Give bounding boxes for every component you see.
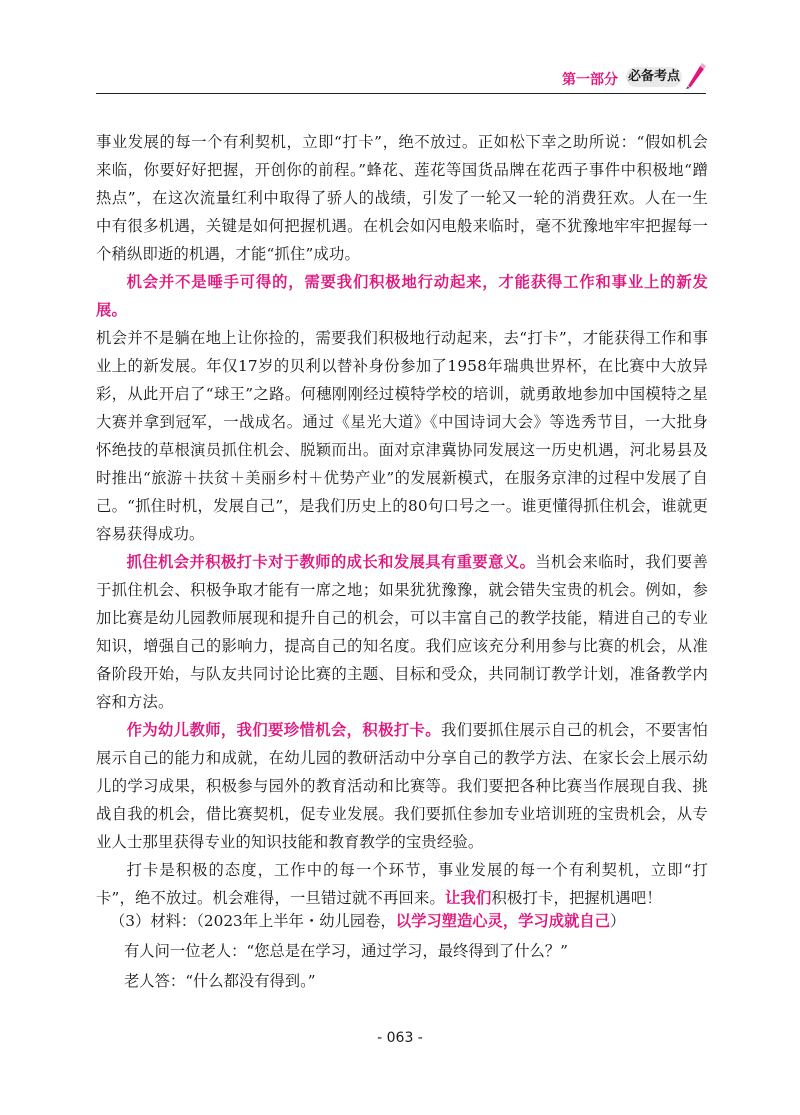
paragraph-text: 我们要抓住展示自己的机会，不要害怕展示自己的能力和成就，在幼儿园的教研活动中分享自己的教学方法、在家长会上展示幼儿的学习成果，积极参与园外的教育活动和比赛等。我们要把各种比赛当作展现自我、挑战自我的机会，借比赛契机，促专业发展。我们要抓住参加专业培训班的宝贵机会，从专业人士那里获得专业的知识技能和教育教学的宝贵经验。: [96, 721, 708, 851]
material-title: [96, 906, 708, 936]
paragraph-text: 事业发展的每一个有利契机，立即“打卡”，绝不放过。正如松下幸之助所说：“假如机会来临，你要好好把握，开创你的前程。”蜂花、莲花等国货品牌在花西子事件中积极地“蹭热点”，在这次流量红利中取得了骄人的战绩，引发了一轮又一轮的消费狂欢。人在一生中有很多机遇，关键是如何把握机遇。在机会如闪电般来临时，毫不犹豫地牢牢把握每一个稍纵即逝的机遇，才能“抓住”成功。: [96, 133, 708, 263]
material-prefix: （3）材料：（2023年上半年・幼儿园卷，: [110, 912, 396, 930]
paragraph-2: [96, 268, 708, 548]
paragraph-1: [96, 128, 708, 268]
paragraph-highlight: 机会并不是唾手可得的，需要我们积极地行动起来，才能获得工作和事业上的新发展。: [96, 273, 708, 319]
paragraph-3: [96, 548, 708, 716]
section-badge: 必备考点: [626, 67, 682, 87]
closing-highlight: 让我们: [444, 889, 492, 907]
paragraph-4: [96, 716, 708, 856]
pencil-icon: [684, 62, 706, 90]
page-header: [96, 62, 706, 92]
material-line-2: 老人答：“什么都没有得到。”: [124, 972, 316, 990]
article-body: [96, 128, 708, 912]
closing-tail: 积极打卡，把握机遇吧！: [491, 889, 662, 907]
page-number: - 063 -: [377, 1030, 423, 1046]
header-rule: [96, 93, 706, 94]
paragraph-closing: [96, 856, 708, 912]
section-label: 第一部分: [562, 72, 618, 88]
paragraph-highlight: 作为幼儿教师，我们要珍惜机会，积极打卡。: [126, 721, 441, 739]
paragraph-text: 机会并不是躺在地上让你捡的，需要我们积极地行动起来，去“打卡”，才能获得工作和事业上的新发展。年仅17岁的贝利以替补身份参加了1958年瑞典世界杯，在比赛中大放异彩，从此开启了“球王”之路。何穗刚刚经过模特学校的培训，就勇敢地参加中国模特之星大赛并拿到冠军，一战成名。通过《星光大道》《中国诗词大会》等选秀节目，一大批身怀绝技的草根演员抓住机会、脱颖而出。面对京津冀协同发展这一历史机遇，河北易县及时推出“旅游＋扶贫＋美丽乡村＋优势产业”的发展新模式，在服务京津的过程中发展了自己。“抓住时机，发展自己”，是我们历史上的80句口号之一。谁更懂得抓住机会，谁就更容易获得成功。: [96, 329, 708, 543]
material-highlight: 以学习塑造心灵，学习成就自己: [395, 912, 610, 930]
closing-text: 打卡是积极的态度，工作中的每一个环节，事业发展的每一个有利契机，立即“打卡”，绝不放过。机会难得，一旦错过就不再回来。: [96, 861, 708, 907]
material-section: [96, 906, 708, 996]
material-line-1: 有人问一位老人：“您总是在学习，通过学习，最终得到了什么？”: [124, 942, 568, 960]
paragraph-text: 当机会来临时，我们要善于抓住机会、积极争取才能有一席之地；如果犹犹豫豫，就会错失宝贵的机会。例如，参加比赛是幼儿园教师展现和提升自己的机会，可以丰富自己的教学技能，精进自己的专业知识，增强自己的影响力，提高自己的知名度。我们应该充分利用参与比赛的机会，从准备阶段开始，与队友共同讨论比赛的主题、目标和受众，共同制订教学计划，准备教学内容和方法。: [96, 553, 709, 711]
paragraph-highlight: 抓住机会并积极打卡对于教师的成长和发展具有重要意义。: [126, 553, 536, 571]
material-suffix: ）: [609, 912, 626, 930]
